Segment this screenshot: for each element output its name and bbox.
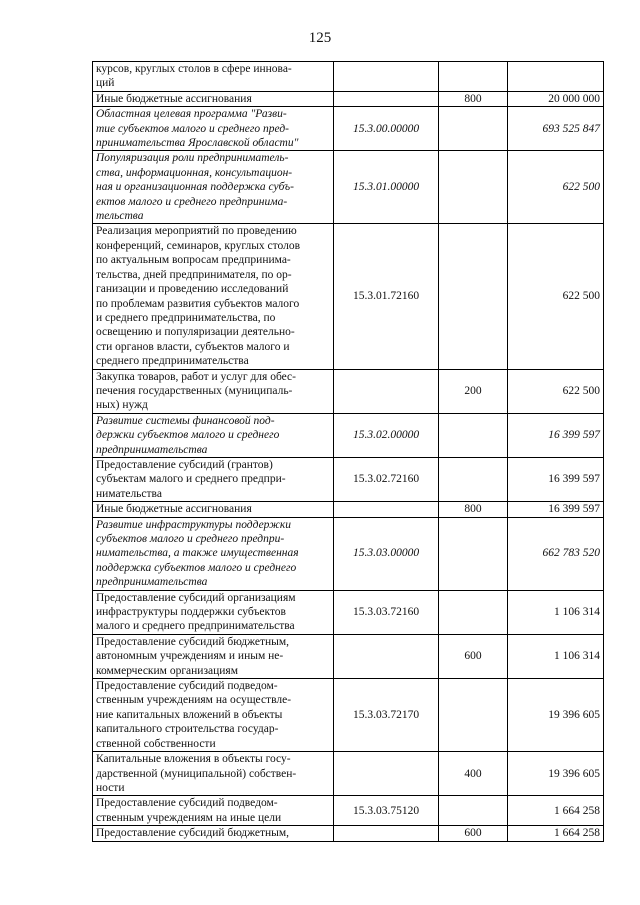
row-amount-cell (508, 62, 604, 92)
table-row (93, 752, 604, 796)
table-row (93, 826, 604, 841)
row-expense-type-cell (439, 413, 508, 457)
row-name-cell: Развитие системы финансовой под- держки субъектов малого и среднего предпринимательства (93, 413, 334, 457)
row-expense-type-cell: 200 (439, 369, 508, 413)
row-amount-cell: 16 399 597 (508, 457, 604, 501)
table-row (93, 590, 604, 634)
row-name-cell: Закупка товаров, работ и услуг для обес- печения государственных (муниципаль- ных) нужд (93, 369, 334, 413)
row-amount-cell: 16 399 597 (508, 413, 604, 457)
row-amount-cell: 622 500 (508, 151, 604, 224)
row-name-cell: Реализация мероприятий по проведению конференций, семинаров, круглых столов по актуальным вопросам предпринима- тельства, дней предпринимателя, по ор- ганизации и проведению исследований по проблемам развития субъектов малого и среднего предпринимательства, по освещению и популяризации деятельно- сти органов власти, субъектов малого и среднего предпринимательства (93, 224, 334, 369)
table-row (93, 457, 604, 501)
row-code-cell: 15.3.03.72160 (334, 590, 439, 634)
table-row (93, 634, 604, 678)
row-expense-type-cell (439, 517, 508, 590)
row-expense-type-cell (439, 62, 508, 92)
row-expense-type-cell (439, 457, 508, 501)
row-name-cell: Предоставление субсидий подведом- ственным учреждениям на иные цели (93, 796, 334, 826)
budget-table-body (93, 62, 604, 842)
row-amount-cell: 622 500 (508, 369, 604, 413)
row-expense-type-cell: 800 (439, 502, 508, 517)
row-code-cell: 15.3.03.00000 (334, 517, 439, 590)
table-row (93, 413, 604, 457)
row-expense-type-cell (439, 151, 508, 224)
row-code-cell: 15.3.02.00000 (334, 413, 439, 457)
row-name-cell: Развитие инфраструктуры поддержки субъектов малого и среднего предпри- нимательства, а также имущественная поддержка субъектов малого и среднего предпринимательства (93, 517, 334, 590)
row-name-cell: Предоставление субсидий бюджетным, автономным учреждениям и иным не- коммерческим организациям (93, 634, 334, 678)
row-amount-cell: 19 396 605 (508, 752, 604, 796)
table-row (93, 91, 604, 106)
row-code-cell (334, 634, 439, 678)
row-expense-type-cell: 600 (439, 826, 508, 841)
row-amount-cell: 16 399 597 (508, 502, 604, 517)
table-row (93, 517, 604, 590)
row-code-cell: 15.3.01.72160 (334, 224, 439, 369)
row-expense-type-cell (439, 679, 508, 752)
row-name-cell: Капитальные вложения в объекты госу- дарственной (муниципальной) собствен- ности (93, 752, 334, 796)
row-expense-type-cell: 800 (439, 91, 508, 106)
row-amount-cell: 20 000 000 (508, 91, 604, 106)
row-expense-type-cell (439, 590, 508, 634)
table-row (93, 107, 604, 151)
row-expense-type-cell (439, 796, 508, 826)
table-row (93, 502, 604, 517)
row-name-cell: Областная целевая программа "Разви- тие субъектов малого и среднего пред- принимательства Ярославской области" (93, 107, 334, 151)
row-expense-type-cell (439, 224, 508, 369)
row-code-cell (334, 62, 439, 92)
row-code-cell: 15.3.03.72170 (334, 679, 439, 752)
row-code-cell (334, 826, 439, 841)
row-name-cell: Иные бюджетные ассигнования (93, 502, 334, 517)
row-expense-type-cell: 400 (439, 752, 508, 796)
row-amount-cell: 622 500 (508, 224, 604, 369)
row-amount-cell: 662 783 520 (508, 517, 604, 590)
row-code-cell (334, 91, 439, 106)
row-code-cell (334, 752, 439, 796)
budget-table (92, 61, 604, 842)
table-row (93, 369, 604, 413)
row-name-cell: Предоставление субсидий организациям инфраструктуры поддержки субъектов малого и среднего предпринимательства (93, 590, 334, 634)
row-amount-cell: 19 396 605 (508, 679, 604, 752)
row-name-cell: курсов, круглых столов в сфере иннова- ций (93, 62, 334, 92)
row-expense-type-cell: 600 (439, 634, 508, 678)
row-amount-cell: 1 106 314 (508, 634, 604, 678)
row-name-cell: Иные бюджетные ассигнования (93, 91, 334, 106)
row-name-cell: Предоставление субсидий бюджетным, (93, 826, 334, 841)
row-code-cell: 15.3.02.72160 (334, 457, 439, 501)
table-row (93, 679, 604, 752)
table-row (93, 62, 604, 92)
row-name-cell: Предоставление субсидий (грантов) субъектам малого и среднего предпри- нимательства (93, 457, 334, 501)
table-row (93, 224, 604, 369)
row-amount-cell: 693 525 847 (508, 107, 604, 151)
row-amount-cell: 1 106 314 (508, 590, 604, 634)
row-amount-cell: 1 664 258 (508, 826, 604, 841)
row-code-cell (334, 502, 439, 517)
row-name-cell: Предоставление субсидий подведом- ственным учреждениям на осуществле- ние капитальных вложений в объекты капитального строительства государ- ственной собственности (93, 679, 334, 752)
table-row (93, 151, 604, 224)
row-code-cell (334, 369, 439, 413)
table-row (93, 796, 604, 826)
row-expense-type-cell (439, 107, 508, 151)
row-code-cell: 15.3.01.00000 (334, 151, 439, 224)
row-amount-cell: 1 664 258 (508, 796, 604, 826)
row-code-cell: 15.3.00.00000 (334, 107, 439, 151)
page-number: 125 (308, 30, 332, 46)
row-name-cell: Популяризация роли предприниматель- ства, информационная, консультацион- ная и организационная поддержка субъ- ектов малого и среднего предпринима- тельства (93, 151, 334, 224)
row-code-cell: 15.3.03.75120 (334, 796, 439, 826)
